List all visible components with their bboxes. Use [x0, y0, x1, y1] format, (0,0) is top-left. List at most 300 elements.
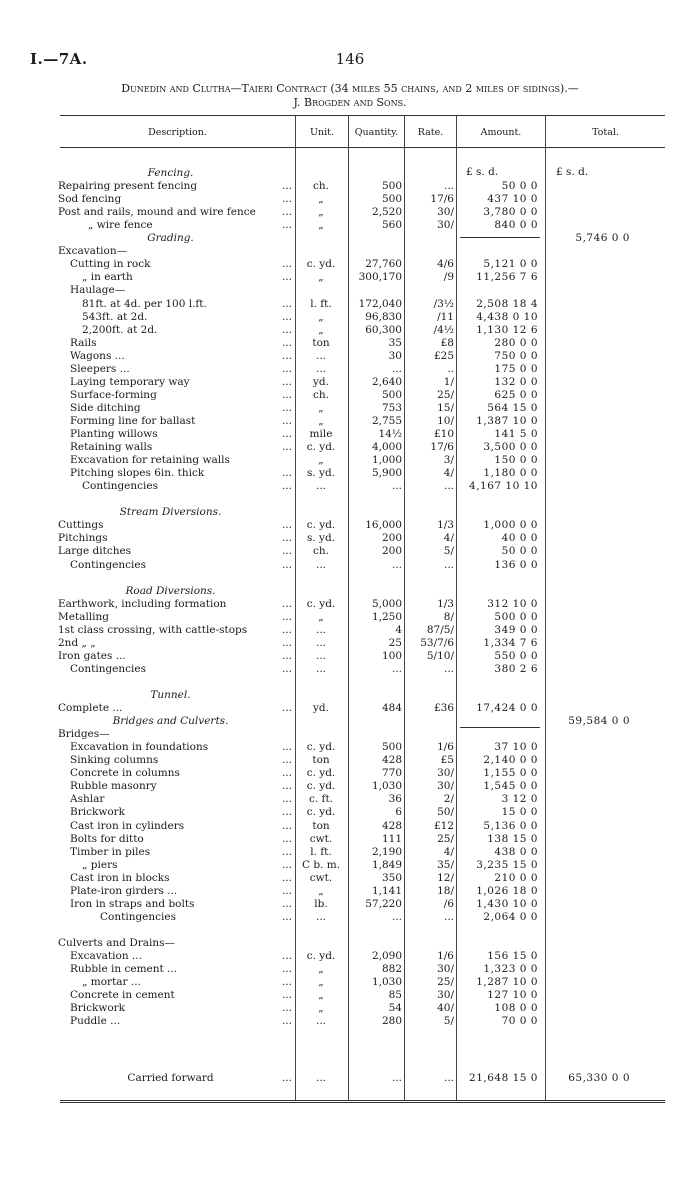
row-quantity: 4,000	[371, 441, 402, 454]
row-description: Complete ...	[58, 702, 123, 715]
row-dots: ...	[281, 519, 292, 532]
row-rate: ...	[443, 558, 454, 571]
table-row	[0, 1015, 700, 1028]
pound-sign: £	[556, 166, 563, 178]
row-amount: 70 0 0	[501, 1015, 538, 1028]
row-description: Cuttings	[58, 519, 104, 532]
row-dots: ...	[281, 1072, 292, 1084]
table-row	[0, 258, 700, 271]
table-row	[0, 650, 700, 663]
table-row	[0, 806, 700, 819]
row-rate: /9	[443, 271, 454, 284]
table-row	[0, 271, 700, 284]
subtotal-rule	[460, 237, 540, 238]
row-amount: 625 0 0	[494, 388, 538, 401]
penny-sign: d.	[488, 166, 499, 178]
carried-forward-amount: 21,648 15 0	[469, 1072, 538, 1084]
row-rate: 1/6	[437, 741, 454, 754]
row-unit: „	[318, 323, 324, 336]
table-row	[0, 702, 700, 715]
row-unit: ...	[315, 662, 326, 675]
carried-forward-total: 65,330 0 0	[568, 1072, 630, 1084]
row-unit: c. yd.	[306, 258, 336, 271]
row-amount: 840 0 0	[494, 219, 538, 232]
row-unit: ch.	[313, 180, 329, 193]
row-amount: 37 10 0	[494, 741, 538, 754]
table-row	[0, 441, 700, 454]
row-dots: ...	[281, 428, 292, 440]
table-row	[0, 963, 700, 976]
row-unit: mile	[309, 428, 333, 440]
col-header-total: Total.	[592, 127, 619, 138]
section-heading: Tunnel.	[150, 689, 191, 701]
row-amount: 138 15 0	[487, 832, 538, 845]
row-dots: ...	[281, 662, 292, 675]
row-rate: £36	[433, 702, 454, 715]
row-rate: 10/	[437, 414, 454, 427]
row-description: Brickwork	[70, 806, 126, 819]
pound-sign: £	[466, 166, 473, 178]
row-description: Contingencies	[70, 558, 146, 571]
row-description: Ashlar	[70, 793, 105, 806]
table-row	[0, 598, 700, 611]
table-row	[0, 793, 700, 806]
row-description: Concrete in cement	[70, 989, 175, 1002]
table-row	[0, 245, 700, 258]
row-amount: 3,500 0 0	[483, 441, 538, 454]
row-amount: 750 0 0	[494, 349, 538, 362]
row-amount: 136 0 0	[494, 558, 538, 571]
row-amount: 564 15 0	[487, 401, 538, 414]
shilling-sign: s.	[476, 166, 485, 178]
row-dots: ...	[281, 989, 292, 1002]
row-description: Pitching slopes 6in. thick	[70, 467, 205, 480]
row-description: Iron gates ...	[58, 649, 126, 662]
row-quantity: 4	[395, 623, 402, 636]
row-rate: £12	[433, 819, 454, 832]
section-heading: Bridges and Culverts.	[112, 715, 229, 728]
row-dots: ...	[281, 741, 292, 754]
table-row	[0, 363, 700, 376]
table-row	[0, 545, 700, 558]
carried-forward-label: Carried forward	[127, 1072, 214, 1084]
row-dots: ...	[281, 206, 292, 219]
row-dots: ...	[281, 545, 292, 558]
row-amount: 50 0 0	[501, 545, 538, 558]
row-rate: 1/3	[437, 597, 454, 610]
row-description: 2nd „ „	[58, 636, 96, 649]
row-unit: cwt.	[309, 871, 333, 884]
table-row	[0, 872, 700, 885]
row-description: Excavation for retaining walls	[70, 454, 230, 467]
row-dots: ...	[281, 441, 292, 454]
row-dots: ...	[281, 897, 292, 910]
row-amount: 210 0 0	[494, 871, 538, 884]
row-quantity: 100	[381, 649, 402, 662]
row-amount: 349 0 0	[494, 623, 538, 636]
row-dots: ...	[281, 336, 292, 349]
row-unit: ...	[315, 1015, 326, 1028]
row-description: Bridges—	[58, 728, 110, 741]
table-row	[0, 754, 700, 767]
row-unit: c. yd.	[306, 767, 336, 780]
row-description: Side ditching	[70, 401, 141, 414]
row-dots: ...	[281, 649, 292, 662]
row-total: 59,584 0 0	[568, 715, 630, 728]
row-unit: „	[318, 271, 324, 284]
row-rate: 17/6	[430, 441, 454, 454]
table-row	[0, 950, 700, 963]
row-dots: ...	[281, 884, 292, 897]
row-description: Haulage—	[70, 284, 126, 297]
table-row	[0, 402, 700, 415]
row-rate: 25/	[437, 388, 454, 401]
section-heading-row	[0, 689, 700, 702]
row-rate: 8/	[443, 610, 454, 623]
table-row	[0, 206, 700, 219]
row-quantity: 60,300	[365, 323, 402, 336]
row-rate: 30/	[437, 206, 454, 219]
row-amount: 4,167 10 10	[469, 480, 538, 493]
row-unit: ...	[315, 649, 326, 662]
row-description: Cast iron in blocks	[70, 871, 170, 884]
row-quantity: ...	[391, 1072, 402, 1084]
row-description: Sleepers ...	[70, 362, 130, 375]
row-quantity: 2,090	[371, 950, 402, 962]
col-header-amount: Amount.	[480, 127, 522, 138]
row-dots: ...	[281, 375, 292, 388]
row-quantity: 1,000	[371, 454, 402, 467]
row-unit: l. ft.	[310, 845, 332, 858]
row-amount: 280 0 0	[494, 336, 538, 349]
row-rate: 1/6	[437, 950, 454, 962]
row-rate: 50/	[437, 806, 454, 819]
row-dots: ...	[281, 819, 292, 832]
row-description: Sinking columns	[70, 754, 159, 767]
table-row	[0, 859, 700, 872]
row-amount: 50 0 0	[501, 180, 538, 193]
row-amount: 1,430 10 0	[476, 897, 538, 910]
row-unit: yd.	[313, 375, 329, 388]
row-unit: „	[318, 454, 324, 467]
row-unit: c. yd.	[306, 950, 336, 962]
row-amount: 150 0 0	[494, 454, 538, 467]
row-rate: 12/	[437, 871, 454, 884]
table-row	[0, 989, 700, 1002]
table-row	[0, 741, 700, 754]
row-description: Bolts for ditto	[70, 832, 144, 845]
row-dots: ...	[281, 623, 292, 636]
row-rate: /3½	[433, 297, 454, 310]
row-rate: 5/	[443, 545, 454, 558]
row-unit: ...	[315, 349, 326, 362]
row-quantity: 200	[381, 545, 402, 558]
row-quantity: 27,760	[365, 258, 402, 271]
row-description: Earthwork, including formation	[58, 597, 227, 610]
row-rate: 87/5/	[426, 623, 454, 636]
row-dots: ...	[281, 610, 292, 623]
row-unit: „	[318, 414, 324, 427]
row-rate: ...	[443, 1072, 454, 1084]
row-dots: ...	[281, 310, 292, 323]
row-rate: 35/	[437, 858, 454, 871]
row-unit: „	[318, 963, 324, 976]
table-row	[0, 284, 700, 297]
row-description: Contingencies	[70, 662, 146, 675]
row-description: Concrete in columns	[70, 767, 180, 780]
subtotal-rule	[460, 727, 540, 728]
row-amount: 40 0 0	[501, 532, 538, 545]
row-quantity: 484	[381, 702, 402, 715]
shilling-sign: s.	[566, 166, 575, 178]
section-heading-row	[0, 585, 700, 598]
row-quantity: ...	[391, 910, 402, 923]
row-description: „ in earth	[82, 271, 133, 284]
row-amount: 175 0 0	[494, 362, 538, 375]
row-quantity: 280	[381, 1015, 402, 1028]
row-unit: „	[318, 1002, 324, 1015]
row-quantity: 560	[381, 219, 402, 232]
row-dots: ...	[281, 480, 292, 493]
row-rate: ..	[447, 362, 454, 375]
col-header-description: Description.	[148, 127, 207, 138]
table-row	[0, 846, 700, 859]
row-description: Surface-forming	[70, 388, 157, 401]
table-row	[0, 480, 700, 493]
row-dots: ...	[281, 323, 292, 336]
table-row	[0, 637, 700, 650]
row-unit: c. yd.	[306, 741, 336, 754]
row-description: Timber in piles	[70, 845, 151, 858]
row-description: 2,200ft. at 2d.	[82, 323, 158, 336]
row-description: Planting willows	[70, 428, 158, 440]
row-quantity: 1,030	[371, 976, 402, 989]
blank-row	[0, 676, 700, 689]
row-amount: 1,334 7 6	[483, 636, 538, 649]
row-quantity: ...	[391, 480, 402, 493]
row-amount: 500 0 0	[494, 610, 538, 623]
row-amount: 438 0 0	[494, 845, 538, 858]
row-quantity: 2,755	[371, 414, 402, 427]
row-unit: „	[318, 989, 324, 1002]
row-quantity: 57,220	[365, 897, 402, 910]
row-dots: ...	[281, 793, 292, 806]
row-unit: „	[318, 193, 324, 206]
row-unit: „	[318, 219, 324, 232]
row-quantity: 172,040	[358, 297, 402, 310]
row-quantity: 428	[381, 819, 402, 832]
row-unit: cwt.	[309, 832, 333, 845]
row-unit: ch.	[313, 545, 329, 558]
row-unit: lb.	[314, 897, 328, 910]
row-rate: 2/	[443, 793, 454, 806]
row-unit: „	[318, 976, 324, 989]
section-heading-row	[0, 167, 700, 180]
row-unit: ch.	[313, 388, 329, 401]
row-rate: 25/	[437, 832, 454, 845]
table-row	[0, 937, 700, 950]
row-rate: ...	[443, 662, 454, 675]
row-quantity: 54	[388, 1002, 402, 1015]
row-amount: 437 10 0	[487, 193, 538, 206]
row-dots: ...	[281, 858, 292, 871]
row-quantity: 753	[381, 401, 402, 414]
row-description: „ wire fence	[88, 219, 153, 232]
row-amount: 132 0 0	[494, 375, 538, 388]
blank-row	[0, 572, 700, 585]
row-amount: 1,180 0 0	[483, 467, 538, 480]
row-quantity: 5,000	[371, 597, 402, 610]
table-row	[0, 376, 700, 389]
row-unit: s. yd.	[306, 467, 336, 480]
row-dots: ...	[281, 362, 292, 375]
row-unit: „	[318, 884, 324, 897]
table-row	[0, 820, 700, 833]
row-quantity: 1,849	[371, 858, 402, 871]
row-quantity: 2,640	[371, 375, 402, 388]
row-description: Iron in straps and bolts	[70, 897, 195, 910]
row-dots: ...	[281, 950, 292, 962]
row-quantity: 25	[388, 636, 402, 649]
row-description: „ piers	[82, 858, 118, 871]
row-unit: c. yd.	[306, 441, 336, 454]
row-dots: ...	[281, 806, 292, 819]
row-quantity: ...	[391, 662, 402, 675]
table-row	[0, 350, 700, 363]
row-unit: ...	[315, 362, 326, 375]
row-description: Cast iron in cylinders	[70, 819, 185, 832]
table-row	[0, 885, 700, 898]
row-description: Contingencies	[82, 480, 158, 493]
row-dots: ...	[281, 702, 292, 715]
table-row	[0, 559, 700, 572]
row-dots: ...	[281, 532, 292, 545]
row-unit: s. yd.	[306, 532, 336, 545]
row-rate: 4/	[443, 532, 454, 545]
row-quantity: 2,190	[371, 845, 402, 858]
row-rate: /6	[443, 897, 454, 910]
row-quantity: 500	[381, 388, 402, 401]
row-unit: ...	[315, 480, 326, 493]
row-amount: 2,140 0 0	[483, 754, 538, 767]
table-row	[0, 415, 700, 428]
table-row	[0, 898, 700, 911]
table-row	[0, 728, 700, 741]
row-description: Puddle ...	[70, 1015, 121, 1028]
table-row	[0, 298, 700, 311]
row-rate: £10	[433, 428, 454, 440]
row-amount: 2,064 0 0	[483, 910, 538, 923]
row-description: Pitchings	[58, 532, 108, 545]
carried-forward-row	[0, 1072, 700, 1085]
row-description: Wagons ...	[70, 349, 125, 362]
table-row	[0, 337, 700, 350]
row-dots: ...	[281, 976, 292, 989]
col-header-quantity: Quantity.	[354, 127, 399, 138]
row-amount: 1,545 0 0	[483, 780, 538, 793]
row-amount: 1,287 10 0	[476, 976, 538, 989]
row-description: 1st class crossing, with cattle-stops	[58, 623, 248, 636]
row-unit: ton	[312, 819, 330, 832]
table-row	[0, 624, 700, 637]
row-amount: 3,235 15 0	[476, 858, 538, 871]
row-description: Contingencies	[100, 910, 176, 923]
row-dots: ...	[281, 754, 292, 767]
row-quantity: 16,000	[365, 519, 402, 532]
row-unit: „	[318, 206, 324, 219]
row-rate: 30/	[437, 767, 454, 780]
row-amount: 4,438 0 10	[476, 310, 538, 323]
row-description: Repairing present fencing	[58, 180, 198, 193]
table-row	[0, 467, 700, 480]
row-description: Post and rails, mound and wire fence	[58, 206, 256, 219]
row-dots: ...	[281, 297, 292, 310]
row-description: 81ft. at 4d. per 100 l.ft.	[82, 297, 207, 310]
row-unit: ...	[315, 636, 326, 649]
row-quantity: 200	[381, 532, 402, 545]
row-rate: ...	[443, 910, 454, 923]
row-amount: 3,780 0 0	[483, 206, 538, 219]
row-total: 5,746 0 0	[575, 232, 630, 245]
table-row	[0, 193, 700, 206]
row-quantity: 500	[381, 193, 402, 206]
row-dots: ...	[281, 845, 292, 858]
row-amount: 108 0 0	[494, 1002, 538, 1015]
row-quantity: 1,250	[371, 610, 402, 623]
row-quantity: 428	[381, 754, 402, 767]
table-row	[0, 324, 700, 337]
row-dots: ...	[281, 271, 292, 284]
row-rate: 53/7/6	[420, 636, 454, 649]
row-unit: c. ft.	[309, 793, 333, 806]
row-amount: 17,424 0 0	[476, 702, 538, 715]
row-dots: ...	[281, 414, 292, 427]
table-row	[0, 532, 700, 545]
row-dots: ...	[281, 258, 292, 271]
row-unit: yd.	[313, 702, 329, 715]
row-description: Large ditches	[58, 545, 132, 558]
row-unit: ton	[312, 754, 330, 767]
table-row	[0, 663, 700, 676]
row-rate: 17/6	[430, 193, 454, 206]
row-unit: c. yd.	[306, 780, 336, 793]
row-description: Metalling	[58, 610, 110, 623]
row-description: Forming line for ballast	[70, 414, 196, 427]
section-heading: Road Diversions.	[125, 584, 216, 597]
row-description: Excavation in foundations	[70, 741, 209, 754]
row-rate: 30/	[437, 989, 454, 1002]
row-unit: „	[318, 310, 324, 323]
row-quantity: 96,830	[365, 310, 402, 323]
row-description: Brickwork	[70, 1002, 126, 1015]
row-dots: ...	[281, 1002, 292, 1015]
row-rate: ...	[443, 180, 454, 193]
section-heading-row	[0, 232, 700, 245]
table-title: Dunedin and Clutha—Taieri Contract (34 miles 55 chains, and 2 miles of sidings).—	[121, 82, 579, 95]
row-amount: 1,130 12 6	[476, 323, 538, 336]
row-amount: 1,155 0 0	[483, 767, 538, 780]
row-amount: 1,000 0 0	[483, 519, 538, 532]
row-dots: ...	[281, 467, 292, 480]
row-unit: c. yd.	[306, 519, 336, 532]
row-unit: ...	[315, 558, 326, 571]
row-quantity: 882	[381, 963, 402, 976]
row-amount: 5,121 0 0	[483, 258, 538, 271]
row-dots: ...	[281, 193, 292, 206]
row-rate: 25/	[437, 976, 454, 989]
row-rate: 5/10/	[426, 649, 454, 662]
row-description: Cutting in rock	[70, 258, 151, 271]
